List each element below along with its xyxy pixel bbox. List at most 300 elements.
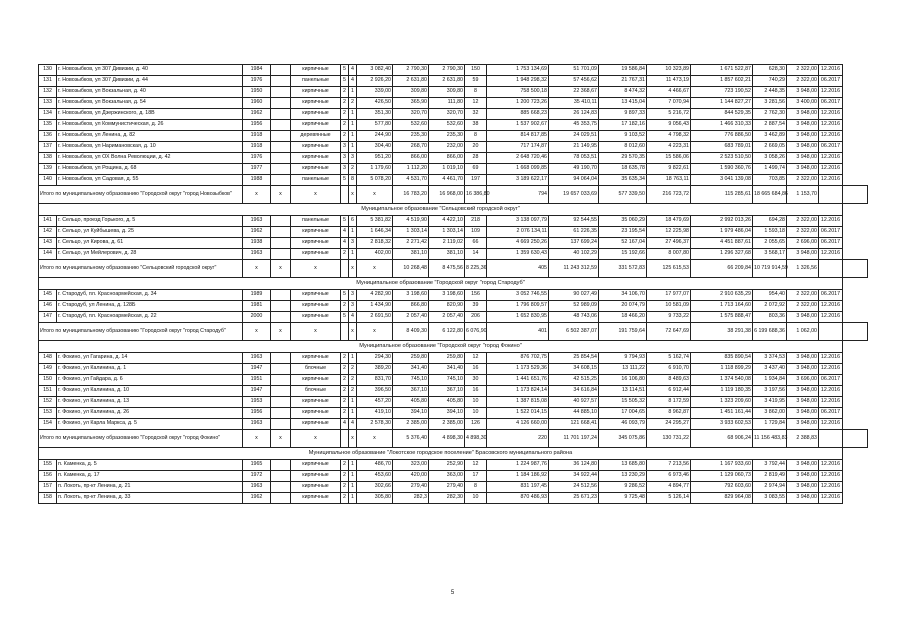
repair-cost-total-cell: 1 200 723,26 xyxy=(487,98,549,109)
section-title: Муниципальное образование "Локотское городское поселение" Брасовского муниципального района xyxy=(39,448,843,460)
year-reconstruction-cell xyxy=(271,238,291,249)
cost-per-sqm-cell: 2 887,54 xyxy=(753,120,787,131)
year-reconstruction-cell xyxy=(271,120,291,131)
address-cell: г. Фокино, ул Карла Маркса, д. 5 xyxy=(57,419,243,430)
cost-per-sqm-cell: 3 568,17 xyxy=(753,249,787,260)
cost-local-cell: 4 798,32 xyxy=(647,131,691,142)
table-row xyxy=(39,98,868,109)
cost-owners-cell: 1 671 522,87 xyxy=(691,65,753,76)
cost-local-cell: 5 162,74 xyxy=(647,353,691,364)
residential-area-owners-cell: 2 790,30 xyxy=(429,65,465,76)
table-row xyxy=(39,164,868,175)
cost-federal-cell: 92 544,55 xyxy=(549,216,599,227)
cost-per-sqm-cell: 3 437,40 xyxy=(753,364,787,375)
floors-cell: 5 xyxy=(341,290,349,301)
floors-cell: 2 xyxy=(341,386,349,397)
cost-federal-cell: 121 668,41 xyxy=(549,419,599,430)
cost-local-cell: 4 466,67 xyxy=(647,87,691,98)
table-row xyxy=(39,175,868,186)
table-row xyxy=(39,153,868,164)
residential-area-owners-cell: 235,30 xyxy=(429,131,465,142)
total-residential-area-owners-cell: 4 898,30 xyxy=(429,430,465,448)
cost-federal-cell: 137 699,24 xyxy=(549,238,599,249)
cost-per-sqm-cell: 2 762,30 xyxy=(753,109,787,120)
wall-material-cell: деревянные xyxy=(291,131,341,142)
table-row xyxy=(39,249,868,260)
repair-cost-total-cell: 4 126 660,00 xyxy=(487,419,549,430)
residential-area-owners-cell: 2 385,00 xyxy=(429,419,465,430)
cost-federal-cell: 34 616,84 xyxy=(549,386,599,397)
residential-area-cell: 532,60 xyxy=(393,120,429,131)
entrances-cell: 3 xyxy=(349,238,357,249)
address-cell: г. Новозыбков, ул Наримановская, д. 10 xyxy=(57,142,243,153)
address-cell: г. Новозыбков, ул Рощина, д. 68 xyxy=(57,164,243,175)
wall-material-cell: панельные xyxy=(291,216,341,227)
floors-cell: 4 xyxy=(341,227,349,238)
total-year-built-cell: x xyxy=(243,323,271,341)
limit-cost-per-sqm-cell: 2 322,00 xyxy=(787,175,819,186)
residential-area-owners-cell: 2 119,02 xyxy=(429,238,465,249)
year-reconstruction-cell xyxy=(271,375,291,386)
residential-area-cell: 282,3 xyxy=(393,493,429,504)
entrances-cell: 3 xyxy=(349,153,357,164)
cost-local-cell: 7 070,94 xyxy=(647,98,691,109)
total-year-built-cell: x xyxy=(243,260,271,278)
total-cost-local-cell: 125 615,53 xyxy=(647,260,691,278)
table-row xyxy=(39,131,868,142)
wall-material-cell: кирпичные xyxy=(291,312,341,323)
total-area-cell: 951,20 xyxy=(357,153,393,164)
cost-per-sqm-cell: 954,40 xyxy=(753,290,787,301)
residential-area-owners-cell: 745,10 xyxy=(429,375,465,386)
entrances-cell: 1 xyxy=(349,482,357,493)
planned-completion-cell: 06.2017 xyxy=(819,76,843,87)
year-built-cell: 1963 xyxy=(243,482,271,493)
residents-count-cell: 12 xyxy=(465,98,487,109)
cost-per-sqm-cell: 2 669,05 xyxy=(753,142,787,153)
cost-regional-cell: 8 012,60 xyxy=(599,142,647,153)
wall-material-cell: кирпичные xyxy=(291,397,341,408)
address-cell: г. Сельцо, ул Куйбышева, д. 25 xyxy=(57,227,243,238)
total-area-cell: 396,50 xyxy=(357,386,393,397)
year-built-cell: 1977 xyxy=(243,164,271,175)
planned-completion-cell: 12.2016 xyxy=(819,493,843,504)
cost-regional-cell: 15 192,66 xyxy=(599,249,647,260)
total-residential-area-cell: 16 783,20 xyxy=(393,186,429,204)
address-cell: г. Новозыбков, ул Ленина, д. 82 xyxy=(57,131,243,142)
total-cost-per-sqm-cell: 18 665 684,86 xyxy=(753,186,787,204)
total-planned-completion-cell xyxy=(843,323,868,341)
wall-material-cell: кирпичные xyxy=(291,238,341,249)
total-planned-completion-cell xyxy=(843,260,868,278)
total-cost-federal-cell: 6 502 387,07 xyxy=(549,323,599,341)
planned-completion-cell: 12.2016 xyxy=(819,249,843,260)
row-number-cell: 135 xyxy=(39,120,57,131)
section-title: Муниципальное образование "Сельцовский городской округ" xyxy=(39,204,843,216)
cost-federal-cell: 22 368,67 xyxy=(549,87,599,98)
cost-regional-cell: 52 167,04 xyxy=(599,238,647,249)
year-built-cell: 1963 xyxy=(243,353,271,364)
total-floors-cell xyxy=(341,260,349,278)
residential-area-cell: 323,00 xyxy=(393,460,429,471)
cost-federal-cell: 26 124,83 xyxy=(549,109,599,120)
address-cell: г. Стародуб, пл. Красноармейская, д. 34 xyxy=(57,290,243,301)
cost-per-sqm-cell: 2 974,94 xyxy=(753,482,787,493)
total-residential-area-owners-cell: 16 968,00 xyxy=(429,186,465,204)
residential-area-owners-cell: 1 303,14 xyxy=(429,227,465,238)
planned-completion-cell: 12.2016 xyxy=(819,109,843,120)
cost-local-cell: 8 962,87 xyxy=(647,408,691,419)
total-residential-area-cell: 10 268,48 xyxy=(393,260,429,278)
entrances-cell: 1 xyxy=(349,87,357,98)
year-built-cell: 1962 xyxy=(243,227,271,238)
cost-owners-cell: 1 575 888,47 xyxy=(691,312,753,323)
year-reconstruction-cell xyxy=(271,216,291,227)
residents-count-cell: 59 xyxy=(465,76,487,87)
residents-count-cell: 126 xyxy=(465,419,487,430)
floors-cell: 2 xyxy=(341,375,349,386)
residents-count-cell: 156 xyxy=(465,290,487,301)
total-area-cell: 457,20 xyxy=(357,397,393,408)
planned-completion-cell: 06.2017 xyxy=(819,227,843,238)
residential-area-cell: 2 631,80 xyxy=(393,76,429,87)
floors-cell: 2 xyxy=(341,249,349,260)
total-area-cell: 1 646,34 xyxy=(357,227,393,238)
wall-material-cell: кирпичные xyxy=(291,142,341,153)
repair-cost-total-cell: 3 138 097,79 xyxy=(487,216,549,227)
total-repair-cost-total-cell: 405 xyxy=(487,260,549,278)
residents-count-cell: 16 xyxy=(465,364,487,375)
repair-cost-total-cell: 2 076 134,11 xyxy=(487,227,549,238)
row-number-cell: 140 xyxy=(39,175,57,186)
cost-federal-cell: 36 124,80 xyxy=(549,460,599,471)
address-cell: г. Новозыбков, ул Вокзальная, д. 40 xyxy=(57,87,243,98)
cost-federal-cell: 51 701,09 xyxy=(549,65,599,76)
residential-area-cell: 420,00 xyxy=(393,471,429,482)
residents-count-cell: 12 xyxy=(465,460,487,471)
residential-area-cell: 309,80 xyxy=(393,87,429,98)
residential-area-cell: 381,10 xyxy=(393,249,429,260)
table-row xyxy=(39,87,868,98)
cost-federal-cell: 78 053,51 xyxy=(549,153,599,164)
year-built-cell: 1947 xyxy=(243,364,271,375)
total-cost-owners-cell: 66 209,84 xyxy=(691,260,753,278)
row-number-cell: 150 xyxy=(39,375,57,386)
residential-area-owners-cell: 3 198,60 xyxy=(429,290,465,301)
year-built-cell: 1984 xyxy=(243,65,271,76)
wall-material-cell: кирпичные xyxy=(291,65,341,76)
total-area-cell: 453,60 xyxy=(357,471,393,482)
floors-cell: 5 xyxy=(341,312,349,323)
table-row xyxy=(39,312,868,323)
residential-area-cell: 4 531,70 xyxy=(393,175,429,186)
year-reconstruction-cell xyxy=(271,76,291,87)
residential-area-cell: 268,70 xyxy=(393,142,429,153)
total-area-cell: 305,80 xyxy=(357,493,393,504)
cost-owners-cell: 683 789,01 xyxy=(691,142,753,153)
residents-count-cell: 8 xyxy=(465,87,487,98)
cost-owners-cell: 1 323 209,60 xyxy=(691,397,753,408)
cost-local-cell: 7 213,56 xyxy=(647,460,691,471)
address-cell: г. Новозыбков, ул 307 Дивизии, д. 44 xyxy=(57,76,243,87)
cost-per-sqm-cell: 1 593,18 xyxy=(753,227,787,238)
table-row xyxy=(39,386,868,397)
entrances-cell: 1 xyxy=(349,142,357,153)
repair-cost-total-cell: 3 189 622,17 xyxy=(487,175,549,186)
cost-local-cell: 9 733,22 xyxy=(647,312,691,323)
repair-cost-total-cell: 1 359 630,43 xyxy=(487,249,549,260)
floors-cell: 4 xyxy=(341,419,349,430)
total-total-area-cell: x xyxy=(357,430,393,448)
entrances-cell: 3 xyxy=(349,290,357,301)
register-sheet xyxy=(38,64,868,504)
row-number-cell: 132 xyxy=(39,87,57,98)
residential-area-owners-cell: 279,40 xyxy=(429,482,465,493)
total-floors-cell xyxy=(341,430,349,448)
cost-federal-cell: 24 029,51 xyxy=(549,131,599,142)
total-year-reconstruction-cell: x xyxy=(271,260,291,278)
cost-federal-cell: 25 854,54 xyxy=(549,353,599,364)
cost-federal-cell: 49 190,70 xyxy=(549,164,599,175)
residents-count-cell: 39 xyxy=(465,301,487,312)
total-wall-material-cell: x xyxy=(291,323,341,341)
table-row xyxy=(39,65,868,76)
residential-area-cell: 1 112,20 xyxy=(393,164,429,175)
repair-cost-total-cell: 1 753 134,69 xyxy=(487,65,549,76)
limit-cost-per-sqm-cell: 3 948,00 xyxy=(787,87,819,98)
residential-area-owners-cell: 820,90 xyxy=(429,301,465,312)
year-reconstruction-cell xyxy=(271,87,291,98)
total-year-built-cell: x xyxy=(243,186,271,204)
residential-area-cell: 367,10 xyxy=(393,386,429,397)
residents-count-cell: 10 xyxy=(465,408,487,419)
floors-cell: 5 xyxy=(341,175,349,186)
residential-area-owners-cell: 341,40 xyxy=(429,364,465,375)
entrances-cell: 1 xyxy=(349,408,357,419)
total-area-cell: 1 179,60 xyxy=(357,164,393,175)
cost-federal-cell: 42 515,25 xyxy=(549,375,599,386)
repair-cost-total-cell: 717 174,87 xyxy=(487,142,549,153)
floors-cell: 2 xyxy=(341,460,349,471)
planned-completion-cell: 12.2016 xyxy=(819,216,843,227)
planned-completion-cell: 06.2017 xyxy=(819,408,843,419)
cost-per-sqm-cell: 803,36 xyxy=(753,312,787,323)
table-row xyxy=(39,216,868,227)
cost-owners-cell: 1 857 602,21 xyxy=(691,76,753,87)
limit-cost-per-sqm-cell: 3 948,00 xyxy=(787,408,819,419)
address-cell: г. Сельцо, ул Кирова, д. 61 xyxy=(57,238,243,249)
wall-material-cell: блочные xyxy=(291,386,341,397)
wall-material-cell: кирпичные xyxy=(291,460,341,471)
cost-per-sqm-cell: 2 448,35 xyxy=(753,87,787,98)
row-number-cell: 136 xyxy=(39,131,57,142)
entrances-cell: 2 xyxy=(349,164,357,175)
repair-cost-total-cell: 1 173 529,36 xyxy=(487,364,549,375)
limit-cost-per-sqm-cell: 2 322,00 xyxy=(787,290,819,301)
repair-cost-total-cell: 1 387 815,08 xyxy=(487,397,549,408)
repair-cost-total-cell: 870 486,93 xyxy=(487,493,549,504)
wall-material-cell: кирпичные xyxy=(291,408,341,419)
cost-local-cell: 18 763,11 xyxy=(647,175,691,186)
section-heading xyxy=(39,341,868,353)
address-cell: г. Стародуб, ул Ленина, д. 128Б xyxy=(57,301,243,312)
residents-count-cell: 10 xyxy=(465,397,487,408)
residential-area-cell: 259,80 xyxy=(393,353,429,364)
planned-completion-cell: 12.2016 xyxy=(819,87,843,98)
residents-count-cell: 16 xyxy=(465,386,487,397)
residents-count-cell: 109 xyxy=(465,227,487,238)
year-reconstruction-cell xyxy=(271,397,291,408)
residents-count-cell: 8 xyxy=(465,131,487,142)
floors-cell: 2 xyxy=(341,120,349,131)
residential-area-cell: 394,10 xyxy=(393,408,429,419)
address-cell: г. Сельцо, ул Мейлерович, д. 28 xyxy=(57,249,243,260)
cost-regional-cell: 20 074,79 xyxy=(599,301,647,312)
repair-cost-total-cell: 1 796 809,57 xyxy=(487,301,549,312)
total-cost-regional-cell: 331 572,83 xyxy=(599,260,647,278)
year-built-cell: 1963 xyxy=(243,419,271,430)
floors-cell: 2 xyxy=(341,471,349,482)
wall-material-cell: кирпичные xyxy=(291,482,341,493)
total-residents-count-cell: 6 076,90 xyxy=(465,323,487,341)
year-built-cell: 1947 xyxy=(243,386,271,397)
cost-owners-cell: 1 451 161,44 xyxy=(691,408,753,419)
cost-per-sqm-cell: 694,28 xyxy=(753,216,787,227)
row-number-cell: 156 xyxy=(39,471,57,482)
address-cell: г. Новозыбков, ул Дзержинского, д. 18В xyxy=(57,109,243,120)
cost-owners-cell: 1 590 360,76 xyxy=(691,164,753,175)
row-number-cell: 141 xyxy=(39,216,57,227)
year-built-cell: 1918 xyxy=(243,131,271,142)
table-row xyxy=(39,290,868,301)
total-total-area-cell: x xyxy=(357,323,393,341)
cost-owners-cell: 776 886,50 xyxy=(691,131,753,142)
total-residential-area-cell: 8 409,30 xyxy=(393,323,429,341)
planned-completion-cell: 06.2017 xyxy=(819,238,843,249)
total-area-cell: 389,20 xyxy=(357,364,393,375)
cost-regional-cell: 15 505,32 xyxy=(599,397,647,408)
cost-federal-cell: 61 226,35 xyxy=(549,227,599,238)
total-area-cell: 5 078,20 xyxy=(357,175,393,186)
entrances-cell: 6 xyxy=(349,216,357,227)
total-cost-local-cell: 216 723,72 xyxy=(647,186,691,204)
address-cell: г. Фокино, ул Гайдара, д. 6 xyxy=(57,375,243,386)
address-cell: г. Сельцо, проезд Горького, д. 5 xyxy=(57,216,243,227)
total-cost-owners-cell: 68 906,24 xyxy=(691,430,753,448)
table-row xyxy=(39,227,868,238)
total-planned-completion-cell xyxy=(819,323,843,341)
planned-completion-cell: 12.2016 xyxy=(819,131,843,142)
repair-cost-total-cell: 814 817,85 xyxy=(487,131,549,142)
repair-cost-total-cell: 1 441 651,76 xyxy=(487,375,549,386)
total-label: Итого по муниципальному образованию "Городской округ "город Новозыбков" xyxy=(39,186,243,204)
table-row xyxy=(39,397,868,408)
year-reconstruction-cell xyxy=(271,98,291,109)
total-area-cell: 831,70 xyxy=(357,375,393,386)
table-row xyxy=(39,482,868,493)
address-cell: г. Новозыбков, ул Коммунистическая, д. 26 xyxy=(57,120,243,131)
repair-cost-total-cell: 758 500,18 xyxy=(487,87,549,98)
cost-per-sqm-cell: 3 792,44 xyxy=(753,460,787,471)
total-cost-regional-cell: 191 759,64 xyxy=(599,323,647,341)
cost-per-sqm-cell: 703,85 xyxy=(753,175,787,186)
total-area-cell: 2 926,20 xyxy=(357,76,393,87)
entrances-cell: 4 xyxy=(349,312,357,323)
limit-cost-per-sqm-cell: 3 948,00 xyxy=(787,471,819,482)
cost-per-sqm-cell: 2 055,65 xyxy=(753,238,787,249)
cost-regional-cell: 13 230,29 xyxy=(599,471,647,482)
residential-area-cell: 3 198,60 xyxy=(393,290,429,301)
entrances-cell: 1 xyxy=(349,131,357,142)
limit-cost-per-sqm-cell: 3 400,00 xyxy=(787,98,819,109)
cost-regional-cell: 16 106,80 xyxy=(599,375,647,386)
total-residential-area-cell: 5 376,40 xyxy=(393,430,429,448)
row-number-cell: 155 xyxy=(39,460,57,471)
year-built-cell: 1960 xyxy=(243,98,271,109)
floors-cell: 2 xyxy=(341,482,349,493)
year-built-cell: 1981 xyxy=(243,301,271,312)
cost-federal-cell: 94 064,04 xyxy=(549,175,599,186)
cost-regional-cell: 13 114,51 xyxy=(599,386,647,397)
year-built-cell: 1956 xyxy=(243,408,271,419)
residents-count-cell: 38 xyxy=(465,120,487,131)
repair-cost-total-cell: 3 052 746,55 xyxy=(487,290,549,301)
total-cost-per-sqm-cell: 10 719 914,59 xyxy=(753,260,787,278)
residents-count-cell: 14 xyxy=(465,249,487,260)
entrances-cell: 4 xyxy=(349,76,357,87)
cost-regional-cell: 29 570,35 xyxy=(599,153,647,164)
planned-completion-cell: 12.2016 xyxy=(819,419,843,430)
total-cost-owners-cell: 38 291,38 xyxy=(691,323,753,341)
cost-local-cell: 27 496,37 xyxy=(647,238,691,249)
floors-cell: 2 xyxy=(341,353,349,364)
cost-local-cell: 5 126,14 xyxy=(647,493,691,504)
floors-cell: 2 xyxy=(341,364,349,375)
residential-area-owners-cell: 1 019,10 xyxy=(429,164,465,175)
table-row xyxy=(39,471,868,482)
cost-federal-cell: 34 608,15 xyxy=(549,364,599,375)
table-row xyxy=(39,109,868,120)
year-reconstruction-cell xyxy=(271,290,291,301)
total-floors-cell xyxy=(341,186,349,204)
table-row xyxy=(39,238,868,249)
cost-local-cell: 12 225,98 xyxy=(647,227,691,238)
wall-material-cell: кирпичные xyxy=(291,98,341,109)
residential-area-cell: 2 385,00 xyxy=(393,419,429,430)
limit-cost-per-sqm-cell: 3 948,00 xyxy=(787,131,819,142)
total-area-cell: 402,00 xyxy=(357,249,393,260)
residential-area-owners-cell: 2 631,80 xyxy=(429,76,465,87)
residents-count-cell: 8 xyxy=(465,482,487,493)
residential-area-cell: 866,80 xyxy=(393,301,429,312)
planned-completion-cell: 12.2016 xyxy=(819,353,843,364)
total-repair-cost-total-cell: 794 xyxy=(487,186,549,204)
residential-area-owners-cell: 111,80 xyxy=(429,98,465,109)
cost-owners-cell: 1 713 164,60 xyxy=(691,301,753,312)
limit-cost-per-sqm-cell: 3 948,00 xyxy=(787,142,819,153)
row-number-cell: 131 xyxy=(39,76,57,87)
total-area-cell: 2 818,32 xyxy=(357,238,393,249)
address-cell: п. Локоть, пр-кт Ленина, д. 33 xyxy=(57,493,243,504)
cost-owners-cell: 1 118 899,29 xyxy=(691,364,753,375)
limit-cost-per-sqm-cell: 3 948,00 xyxy=(787,164,819,175)
residents-count-cell: 10 xyxy=(465,493,487,504)
cost-owners-cell: 1 979 486,04 xyxy=(691,227,753,238)
planned-completion-cell: 12.2016 xyxy=(819,397,843,408)
wall-material-cell: кирпичные xyxy=(291,419,341,430)
planned-completion-cell: 12.2016 xyxy=(819,386,843,397)
residential-area-cell: 2 790,30 xyxy=(393,65,429,76)
